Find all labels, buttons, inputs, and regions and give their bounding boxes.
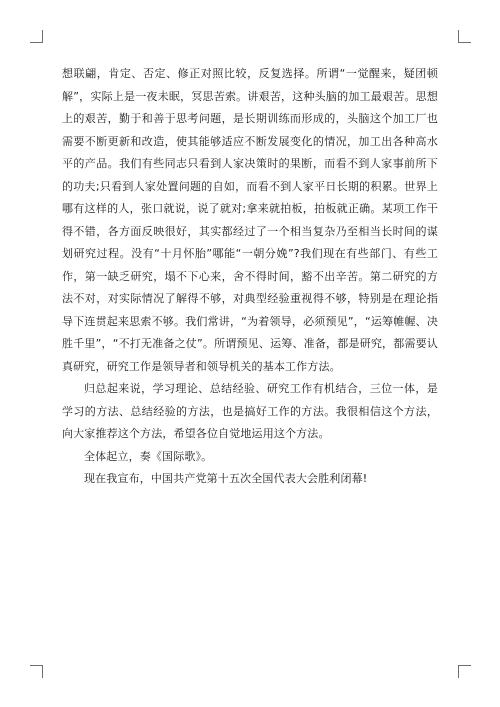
document-body: [62, 63, 438, 491]
paragraph-anthem: 全体起立，奏《国际歌》。: [84, 449, 213, 463]
paragraph-summary: 归总起来说，学习理论、总结经验、研究工作有机结合，三位一体，是学习的方法、总结经验的方法，也是搞好工作的方法。我很相信这个方法，向大家推荐这个方法，希望各位自觉地运用这个方法。: [62, 382, 438, 440]
crop-mark-bottom-right: [458, 665, 471, 678]
crop-mark-top-right: [458, 30, 471, 43]
crop-mark-top-left: [30, 30, 43, 43]
paragraph-continued-text: 想联翩，肯定、否定、修正对照比较，反复选择。所谓“一觉醒来，疑团顿解”，实际上是一夜未眠，冥思苦索。讲艰苦，这种头脑的加工最艰苦。思想上的艰苦，勤于和善于思考问题，是长期训练而形成的，头脑这个加工厂也需要不断更新和改造，使其能够适应不断发展变化的情况，加工出各种高水平的产品。我们有些同志只看到人家决策时的果断，而看不到人家事前所下的功夫;只看到人家处置问题的自如，而看不到人家平日长期的积累。世界上哪有这样的人，张口就说，说了就对;拿来就拍板，拍板就正确。某项工作干得不错，各方面反映很好，其实都经过了一个相当复杂乃至相当长时间的谋划研究过程。没有“十月怀胎”哪能“一朝分娩”?我们现在有些部门、有些工作，第一缺乏研究，塌不下心来，舍不得时间，豁不出辛苦。第二研究的方法不对，对实际情况了解得不够，对典型经验重视得不够，特别是在理论指导下连贯起来思索不够。我们常讲，“为着领导，必须预见”，“运筹帷幄、决胜千里”，“不打无准备之仗”。所谓预见、运筹、准备，都是研究，都需要认真研究，研究工作是领导者和领导机关的基本工作方法。: [62, 67, 438, 373]
paragraph-closing: 现在我宣布，中国共产党第十五次全国代表大会胜利闭幕!: [84, 472, 368, 485]
crop-mark-bottom-left: [30, 665, 43, 678]
